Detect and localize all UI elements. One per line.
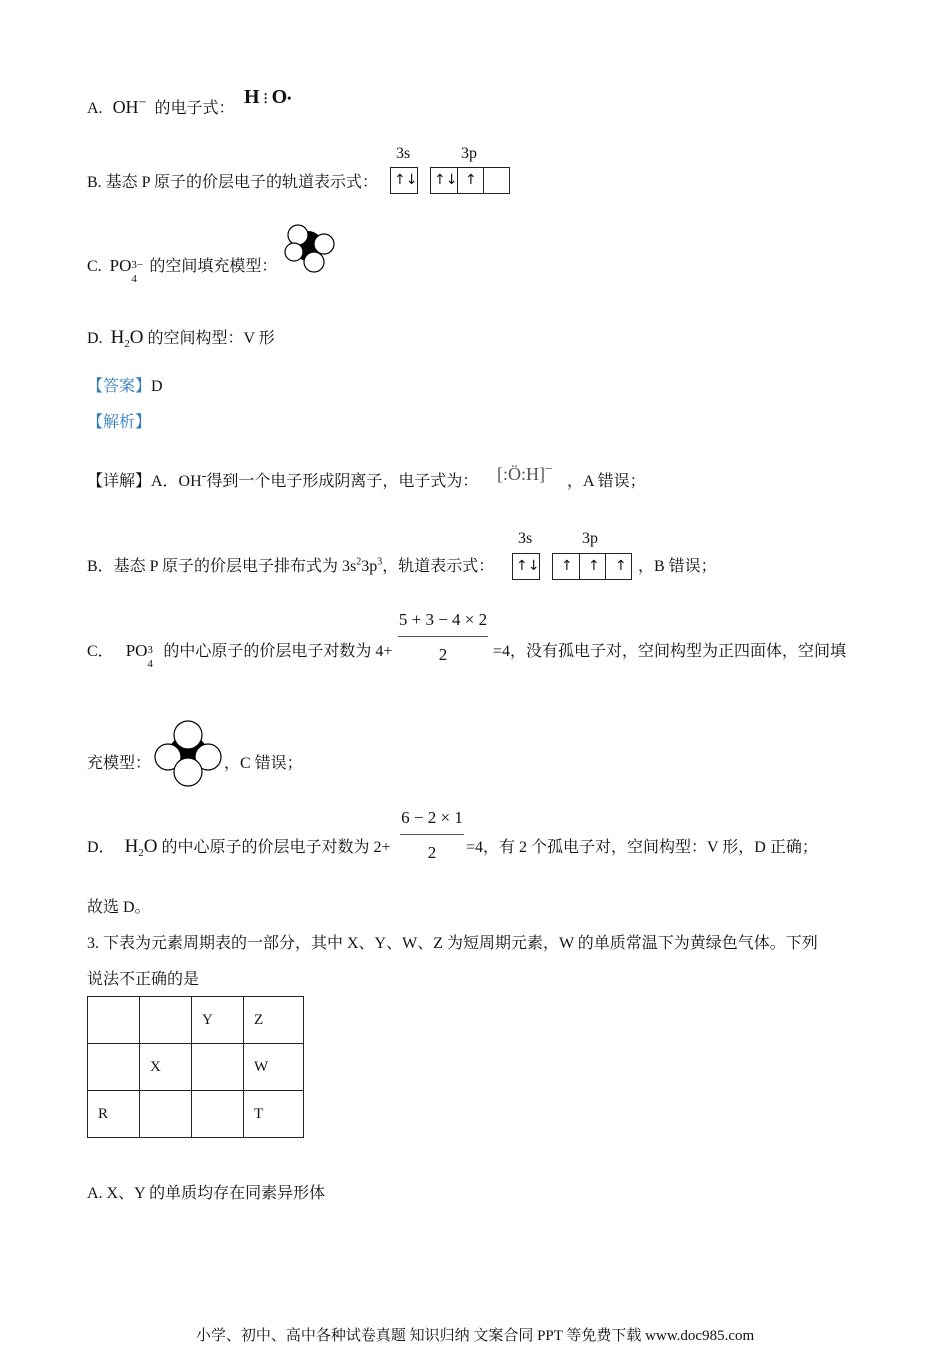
option-c-text: 的空间填充模型： bbox=[149, 258, 278, 275]
option-c-label: C. bbox=[87, 258, 102, 275]
table-row bbox=[88, 1044, 304, 1091]
detail-c-sub: 4 bbox=[147, 658, 153, 670]
detail-c bbox=[87, 638, 393, 670]
table-cell: R bbox=[88, 1091, 140, 1138]
detail-b-end: ，B 错误； bbox=[638, 558, 717, 575]
detail-d-fraction bbox=[400, 808, 464, 863]
q3-line2: 说法不正确的是 bbox=[87, 971, 200, 988]
table-cell bbox=[192, 1091, 244, 1138]
periodic-table-fragment bbox=[87, 996, 304, 1138]
table-cell: Y bbox=[192, 997, 244, 1044]
detail-b bbox=[87, 553, 494, 576]
option-a bbox=[87, 95, 234, 118]
option-a-text: 的电子式： bbox=[154, 100, 235, 117]
detail-c-line2-end: ，C 错误； bbox=[224, 755, 303, 772]
option-d-formula-h: H bbox=[110, 327, 125, 348]
table-cell bbox=[140, 997, 192, 1044]
detail-c-formula: PO bbox=[125, 641, 148, 660]
detail-d bbox=[87, 834, 391, 859]
q3-line1: 3. 下表为元素周期表的一部分，其中 X、Y、W、Z 为短周期元素，W 的单质常温下为黄绿色气体。下列 bbox=[87, 935, 818, 952]
option-d bbox=[87, 325, 275, 350]
detail-d-sub: 2 bbox=[138, 847, 144, 860]
option-c bbox=[87, 253, 278, 285]
detail-d-text: 的中心原子的价层电子对数为 2+ bbox=[161, 839, 391, 856]
table-cell: X bbox=[140, 1044, 192, 1091]
detail-d-prefix: D． bbox=[87, 839, 115, 856]
table-cell bbox=[192, 1044, 244, 1091]
option-b-3s-orbital: ↑↓ bbox=[390, 167, 418, 194]
table-row bbox=[88, 997, 304, 1044]
detail-d-rest: =4，有 2 个孤电子对，空间构型：V 形，D 正确； bbox=[466, 839, 818, 856]
option-d-text: 的空间构型：V 形 bbox=[147, 330, 275, 347]
option-c-space-filling-model bbox=[282, 224, 338, 274]
detail-c-text: 的中心原子的价层电子对数为 4+ bbox=[163, 643, 393, 660]
footer-text: 小学、初中、高中各种试卷真题 知识归纳 文案合同 PPT 等免费下载 www.doc985.com bbox=[195, 1328, 755, 1344]
detail-b-sup1: 2 bbox=[356, 556, 362, 568]
detail-c-sup: 3 bbox=[147, 644, 153, 656]
detail-a-sup: - bbox=[201, 468, 207, 484]
lewis-o: O bbox=[271, 86, 288, 108]
detail-a-text: 得到一个电子形成阴离子，电子式为： bbox=[206, 473, 479, 490]
table-cell bbox=[88, 1044, 140, 1091]
analysis-tag: 【解析】 bbox=[87, 414, 152, 431]
option-a-charge: − bbox=[138, 95, 147, 111]
option-c-formula: PO bbox=[109, 256, 132, 275]
option-c-sup: 3− bbox=[131, 259, 144, 271]
option-d-formula-o: O bbox=[129, 327, 144, 348]
detail-a bbox=[87, 468, 478, 491]
detail-c-space-filling-model bbox=[154, 719, 222, 789]
detail-d-formula-h: H bbox=[124, 836, 139, 857]
table-cell bbox=[140, 1091, 192, 1138]
detail-a-end: ，A 错误； bbox=[567, 473, 646, 490]
lewis-h: H bbox=[244, 86, 260, 108]
option-a-label: A. bbox=[87, 100, 103, 117]
detail-b-text: ，轨道表示式： bbox=[382, 558, 495, 575]
detail-b-sup2: 3 bbox=[377, 556, 383, 568]
detail-b-3s-orbital: ↑↓ bbox=[512, 553, 540, 580]
detail-b-3p-label: 3p bbox=[582, 530, 598, 547]
option-c-sub: 4 bbox=[131, 273, 137, 285]
option-b-3s-label: 3s bbox=[396, 145, 411, 162]
detail-a-lewis bbox=[497, 462, 553, 485]
detail-d-denominator: 2 bbox=[427, 843, 437, 862]
option-b-3p-label: 3p bbox=[461, 145, 477, 162]
option-a-lewis-structure: H⋮O• bbox=[244, 86, 292, 108]
answer-value: D bbox=[151, 378, 163, 395]
detail-b-3p-orbitals: ↑ ↑ ↑ bbox=[552, 553, 632, 580]
q3-option-a: A. X、Y 的单质均存在同素异形体 bbox=[87, 1185, 326, 1202]
detail-b-prefix: B．基态 P 原子的价层电子排布式为 3s bbox=[87, 558, 357, 575]
conclusion: 故选 D。 bbox=[87, 899, 151, 916]
option-d-label: D. bbox=[87, 330, 103, 347]
detail-c-numerator: 5 + 3 − 4 × 2 bbox=[398, 610, 488, 629]
detail-a-lewis-charge: − bbox=[545, 462, 553, 477]
table-cell: W bbox=[244, 1044, 304, 1091]
table-cell bbox=[88, 997, 140, 1044]
option-d-sub: 2 bbox=[124, 338, 130, 351]
detail-a-prefix: 【详解】A．OH bbox=[87, 473, 202, 490]
detail-d-formula-o: O bbox=[143, 836, 158, 857]
detail-c-fraction bbox=[398, 610, 488, 665]
detail-d-numerator: 6 − 2 × 1 bbox=[401, 808, 463, 827]
detail-b-3s-label: 3s bbox=[518, 530, 533, 547]
answer-tag: 【答案】 bbox=[87, 378, 152, 395]
detail-c-denominator: 2 bbox=[438, 645, 448, 664]
detail-c-line2: 充模型： bbox=[87, 755, 152, 772]
detail-c-prefix: C． bbox=[87, 643, 114, 660]
answer-line bbox=[87, 373, 163, 396]
option-b-3p-orbitals: ↑↓ ↑ bbox=[430, 167, 510, 194]
option-b: B. 基态 P 原子的价层电子的轨道表示式： bbox=[87, 174, 378, 191]
detail-a-lewis-formula: [:Ö:H] bbox=[497, 464, 545, 484]
table-cell: Z bbox=[244, 997, 304, 1044]
detail-b-mid: 3p bbox=[361, 558, 378, 575]
table-row bbox=[88, 1091, 304, 1138]
option-a-formula: OH bbox=[112, 97, 139, 117]
table-cell: T bbox=[244, 1091, 304, 1138]
detail-c-rest: =4，没有孤电子对，空间构型为正四面体，空间填 bbox=[493, 643, 847, 660]
